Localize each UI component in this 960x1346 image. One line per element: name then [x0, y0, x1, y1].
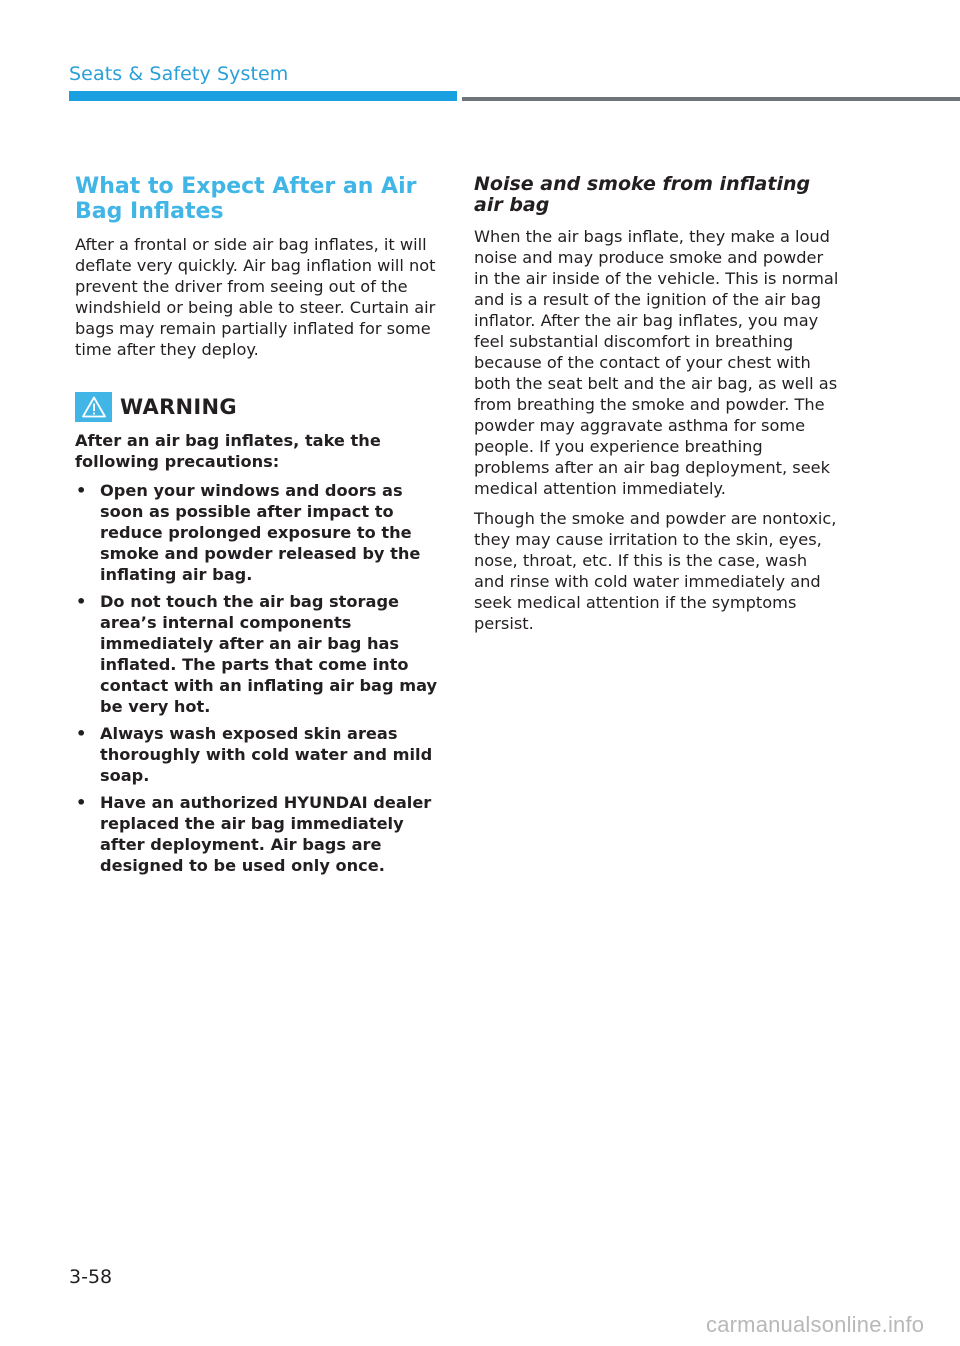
subsection-heading: Noise and smoke from inflating air bag	[474, 173, 811, 216]
warning-bullet-list	[75, 480, 440, 876]
warning-triangle-icon	[75, 392, 112, 422]
warning-title: WARNING	[120, 395, 237, 419]
left-column	[75, 174, 440, 882]
intro-paragraph: After a frontal or side air bag inflates, it will deflate very quickly. Air bag inflation will not prevent the driver from seeing out of the windshield or being able to steer. Curtain air bags may remain partially inflated for some time after they deploy.	[75, 235, 436, 359]
header-accent-bar	[69, 91, 457, 101]
list-item: • Do not touch the air bag storage area’s internal components immediately after an air bag has inflated. The parts that come into contact with an inflating air bag may be very hot.	[76, 592, 438, 716]
list-item: • Always wash exposed skin areas thoroughly with cold water and mild soap.	[76, 724, 433, 785]
section-heading: What to Expect After an Air Bag Inflates	[75, 174, 417, 224]
list-item: • Have an authorized HYUNDAI dealer replaced the air bag immediately after deployment. Air bags are designed to be used only once.	[76, 793, 432, 875]
bullet-dot-icon: •	[76, 481, 87, 500]
page-number: 3-58	[69, 1266, 113, 1288]
header-rule	[462, 97, 960, 101]
body-paragraph: Though the smoke and powder are nontoxic, they may cause irritation to the skin, eyes, nose, throat, etc. If this is the case, wash and rinse with cold water immediately and seek medical attention if the symptoms persist.	[474, 509, 837, 633]
section-header-title: Seats & Safety System	[69, 63, 289, 85]
watermark: carmanualsonline.info	[706, 1312, 925, 1337]
body-paragraph: When the air bags inflate, they make a loud noise and may produce smoke and powder in the air inside of the vehicle. This is normal and is a result of the ignition of the air bag inflator. After the air bag inflates, you may feel substantial discomfort in breathing because of the contact of your chest with both the seat belt and the air bag, as well as from breathing the smoke and powder. The powder may aggravate asthma for some people. If you experience breathing problems after an air bag deployment, seek medical attention immediately.	[474, 227, 839, 498]
right-column	[474, 174, 839, 643]
warning-intro: After an air bag inflates, take the following precautions:	[75, 431, 381, 471]
list-item: • Open your windows and doors as soon as possible after impact to reduce prolonged exposure to the smoke and powder released by the inflating air bag.	[76, 481, 421, 584]
warning-header	[75, 392, 440, 422]
bullet-dot-icon: •	[76, 724, 87, 743]
bullet-dot-icon: •	[76, 793, 87, 812]
bullet-dot-icon: •	[76, 592, 87, 611]
